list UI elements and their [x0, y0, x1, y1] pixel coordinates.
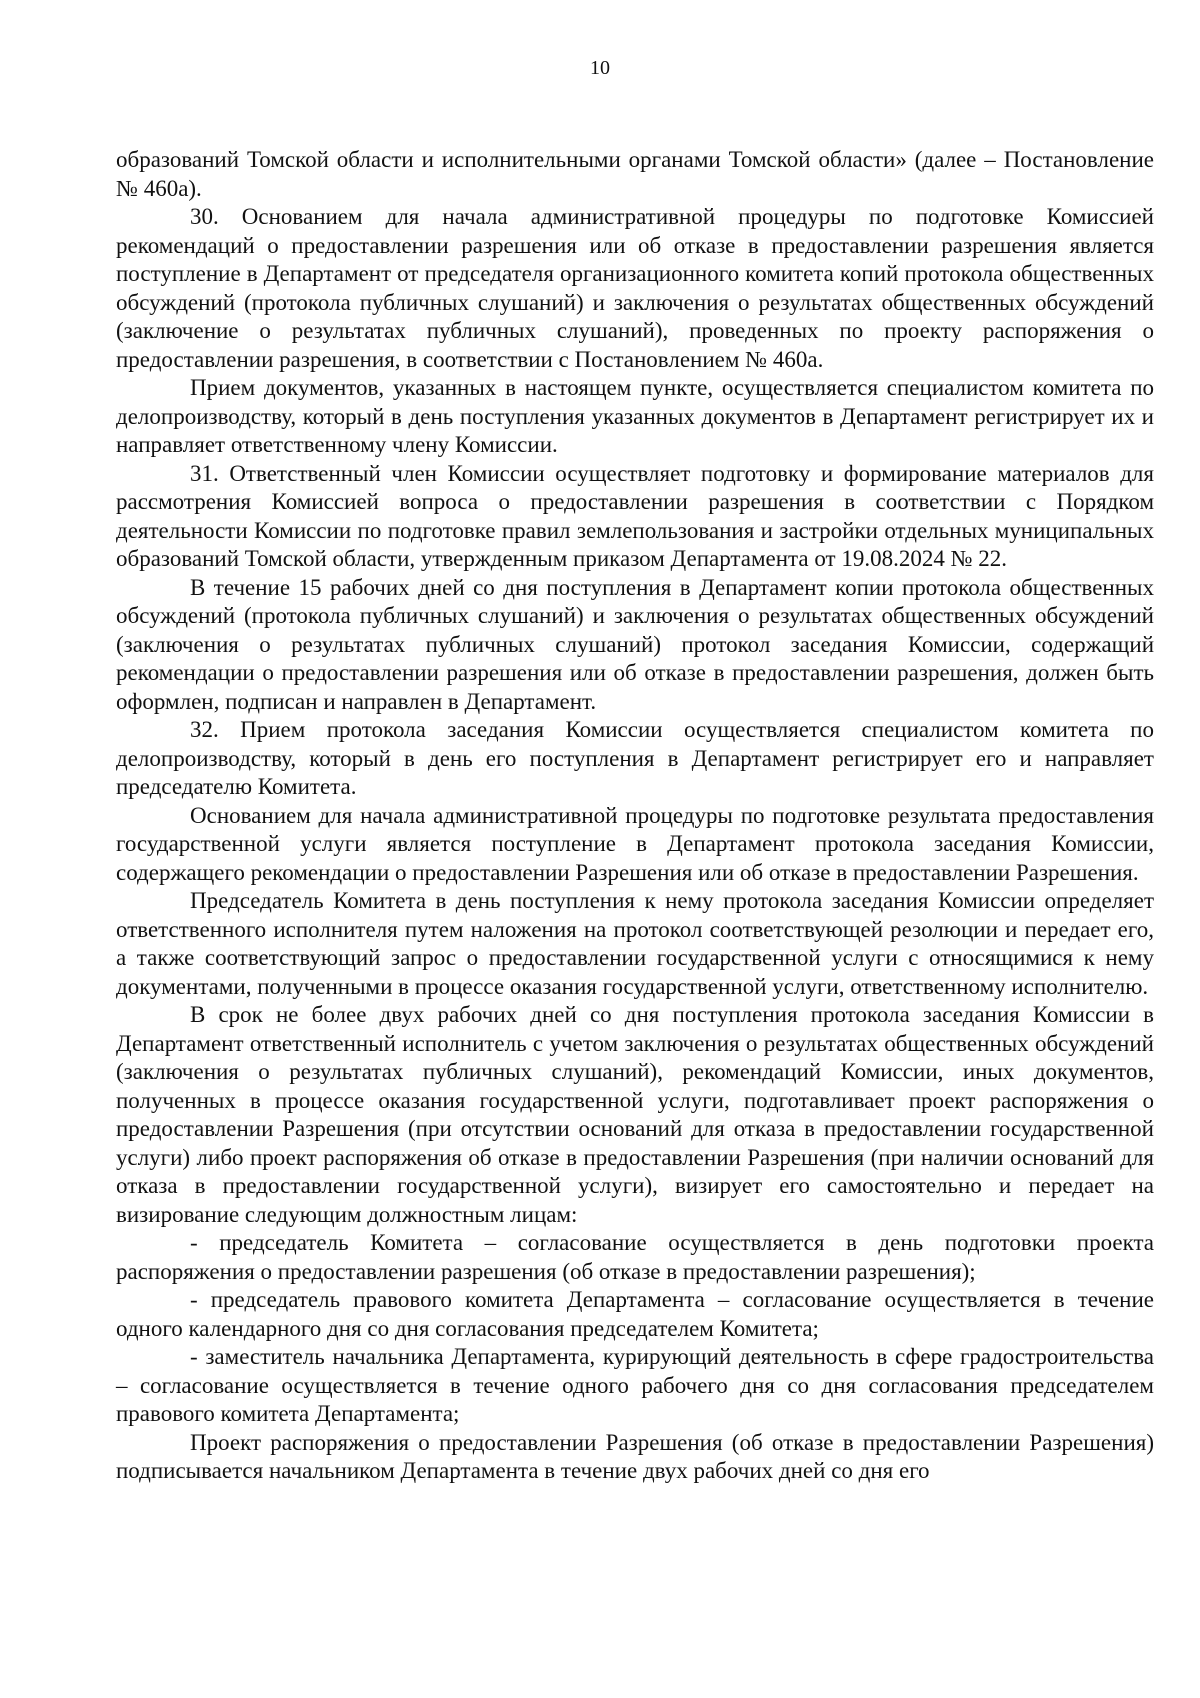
list-item: - председатель Комитета – согласование осуществляется в день подготовки проекта распоряжения о предоставлении разрешения (об отказе в предоставлении разрешения); [116, 1230, 1154, 1284]
paragraph: Председатель Комитета в день поступления к нему протокола заседания Комиссии определяет ответственного исполнителя путем наложения на протокол соответствующей резолюции и передает его, а также соответствующий запрос о предоставлении государственной услуги с относящимися к нему документами, полученными в процессе оказания государственной услуги, ответственному исполнителю. [116, 888, 1154, 999]
paragraph: Основанием для начала административной процедуры по подготовке результата предоставления государственной услуги является поступление в Департамент протокола заседания Комиссии, содержащего рекомендации о предоставлении Разрешения или об отказе в предоставлении Разрешения. [116, 802, 1154, 885]
paragraph: 30. Основанием для начала административной процедуры по подготовке Комиссией рекомендаций о предоставлении разрешения или об отказе в предоставлении разрешения является поступление в Департамент от председателя организационного комитета копий протокола общественных обсуждений (протокола публичных слушаний) и заключения о результатах общественных обсуждений (заключение о результатах публичных слушаний), проведенных по проекту распоряжения о предоставлении разрешения, в соответствии с Постановлением № 460а. [116, 204, 1154, 372]
page-number: 10 [590, 57, 610, 79]
paragraph: образований Томской области и исполнительными органами Томской области» (далее – Постановление № 460а). [116, 147, 1154, 201]
document-body [116, 146, 1154, 1486]
paragraph: Проект распоряжения о предоставлении Разрешения (об отказе в предоставлении Разрешения) подписывается начальником Департамента в течение двух рабочих дней со дня его [116, 1429, 1154, 1483]
paragraph: 31. Ответственный член Комиссии осуществляет подготовку и формирование материалов для рассмотрения Комиссией вопроса о предоставлении разрешения в соответствии с Порядком деятельности Комиссии по подготовке правил землепользования и застройки отдельных муниципальных образований Томской области, утвержденным приказом Департамента от 19.08.2024 № 22. [116, 460, 1154, 571]
paragraph: Прием документов, указанных в настоящем пункте, осуществляется специалистом комитета по делопроизводству, который в день поступления указанных документов в Департамент регистрирует их и направляет ответственному члену Комиссии. [116, 375, 1154, 457]
paragraph: В срок не более двух рабочих дней со дня поступления протокола заседания Комиссии в Департамент ответственный исполнитель с учетом заключения о результатах общественных обсуждений (заключения о результатах публичных слушаний), рекомендаций Комиссии, иных документов, полученных в процессе оказания государственной услуги, подготавливает проект распоряжения о предоставлении Разрешения (при отсутствии оснований для отказа в предоставлении государственной услуги) либо проект распоряжения об отказе в предоставлении Разрешения (при наличии оснований для отказа в предоставлении государственной услуги), визирует его самостоятельно и передает на визирование следующим должностным лицам: [116, 1002, 1154, 1227]
list-item: - заместитель начальника Департамента, курирующий деятельность в сфере градостроительства – согласование осуществляется в течение одного рабочего дня со дня согласования председателем правового комитета Департамента; [116, 1344, 1154, 1426]
paragraph: 32. Прием протокола заседания Комиссии осуществляется специалистом комитета по делопроизводству, который в день его поступления в Департамент регистрирует его и направляет председателю Комитета. [116, 717, 1154, 799]
paragraph: В течение 15 рабочих дней со дня поступления в Департамент копии протокола общественных обсуждений (протокола публичных слушаний) и заключения о результатах общественных обсуждений (заключения о результатах публичных слушаний) протокол заседания Комиссии, содержащий рекомендации о предоставлении разрешения или об отказе в предоставлении разрешения, должен быть оформлен, подписан и направлен в Департамент. [116, 574, 1154, 714]
list-item: - председатель правового комитета Департамента – согласование осуществляется в течение одного календарного дня со дня согласования председателем Комитета; [116, 1287, 1154, 1341]
